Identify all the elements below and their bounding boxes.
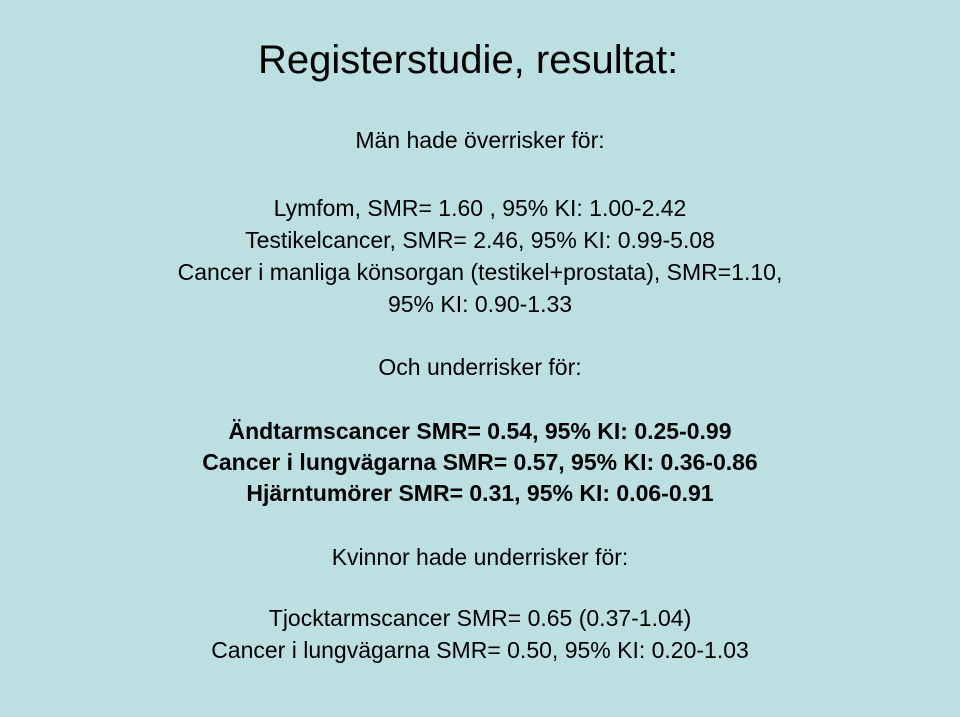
men-over-item-lymfom: Lymfom, SMR= 1.60 , 95% KI: 1.00-2.42: [273, 195, 687, 221]
men-under-heading: Och underrisker för:: [378, 354, 582, 380]
men-under-item-hjarntumorer: Hjärntumörer SMR= 0.31, 95% KI: 0.06-0.91: [246, 480, 714, 506]
men-under-item-andtarm: Ändtarmscancer SMR= 0.54, 95% KI: 0.25-0.99: [228, 418, 732, 444]
men-over-item-konsorgan-ki: 95% KI: 0.90-1.33: [387, 291, 573, 317]
women-under-item-lungvagarna: Cancer i lungvägarna SMR= 0.50, 95% KI: 0.20-1.03: [211, 637, 749, 663]
slide-title: Registerstudie, resultat:: [258, 38, 679, 82]
men-under-item-lungvagarna: Cancer i lungvägarna SMR= 0.57, 95% KI: 0.36-0.86: [202, 449, 758, 475]
men-heading: Män hade överrisker för:: [355, 127, 605, 153]
men-over-item-testikelcancer: Testikelcancer, SMR= 2.46, 95% KI: 0.99-5.08: [245, 227, 715, 253]
women-under-item-tjocktarm: Tjocktarmscancer SMR= 0.65 (0.37-1.04): [268, 605, 692, 631]
men-over-item-konsorgan: Cancer i manliga könsorgan (testikel+prostata), SMR=1.10,: [177, 259, 783, 285]
women-heading: Kvinnor hade underrisker för:: [331, 544, 629, 570]
